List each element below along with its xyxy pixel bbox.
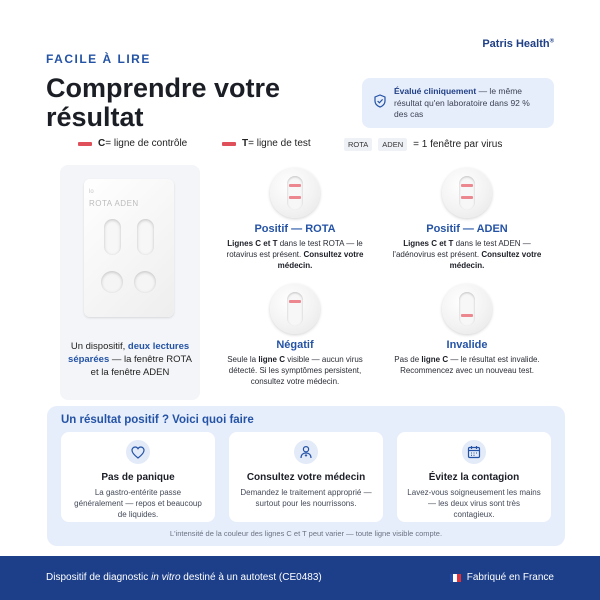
- result-positive-rota: Positif — ROTA Lignes C et T dans le test ROTA — le rotavirus est présent. Consultez votre médecin.: [214, 168, 376, 271]
- device-illustration-card: [60, 165, 200, 400]
- legend: [78, 138, 558, 154]
- test-cassette-image: lo ROTA ADEN: [84, 179, 174, 317]
- cassette-window-icon: [442, 168, 492, 218]
- action-card-avoid-contagion: Évitez la contagion Lavez-vous soigneusement les mains — les deux virus sont très contagieux.: [397, 432, 551, 522]
- cassette-window-icon: [270, 284, 320, 334]
- test-line-swatch: [222, 142, 236, 146]
- action-card-consult-doctor: Consultez votre médecin Demandez le traitement approprié — surtout pour les nourrissons.: [229, 432, 383, 522]
- calendar-icon: [467, 445, 481, 459]
- clinical-evaluation-box: Évalué cliniquement — le même résultat qu'en laboratoire dans 92 % des cas: [362, 78, 554, 128]
- legend-windows: ROTA ADEN = 1 fenêtre par virus: [344, 138, 502, 151]
- page-title: Comprendre votre résultat: [46, 73, 281, 132]
- legend-control-line: C = ligne de contrôle: [78, 138, 187, 149]
- result-invalid: Invalide Pas de ligne C — le résultat est invalide. Recommencez avec un nouveau test.: [386, 284, 548, 376]
- heart-icon: [131, 446, 145, 459]
- actions-heading: Un résultat positif ? Voici quoi faire: [61, 414, 254, 426]
- footer-band: [0, 556, 600, 600]
- ivd-statement: Dispositif de diagnostic in vitro destiné à un autotest (CE0483): [46, 572, 322, 583]
- tag-rota: ROTA: [344, 138, 372, 151]
- cassette-window-icon: [270, 168, 320, 218]
- result-positive-aden: Positif — ADEN Lignes C et T dans le test ADEN — l'adénovirus est présent. Consultez votre médecin.: [386, 168, 548, 271]
- brand-logo-text: Patris Health®: [482, 38, 554, 50]
- result-negative: Négatif Seule la ligne C visible — aucun virus détecté. Si les symptômes persistent, consultez votre médecin.: [214, 284, 376, 387]
- france-flag-icon: [450, 574, 461, 582]
- positive-result-actions: [47, 406, 565, 546]
- action-card-no-panic: Pas de panique La gastro-entérite passe généralement — repos et beaucoup de liquides.: [61, 432, 215, 522]
- doctor-icon: [299, 445, 313, 459]
- made-in-france: Fabriqué en France: [450, 572, 554, 583]
- color-intensity-note: L'intensité de la couleur des lignes C et T peut varier — toute ligne visible compte.: [169, 529, 443, 538]
- kicker-label: FACILE À LIRE: [46, 52, 151, 66]
- device-caption: Un dispositif, deux lectures séparées — la fenêtre ROTA et la fenêtre ADEN: [68, 341, 192, 378]
- shield-check-icon: [374, 94, 386, 108]
- tag-aden: ADEN: [378, 138, 407, 151]
- cassette-window-icon: [442, 284, 492, 334]
- legend-test-line: T = ligne de test: [222, 138, 311, 149]
- control-line-swatch: [78, 142, 92, 146]
